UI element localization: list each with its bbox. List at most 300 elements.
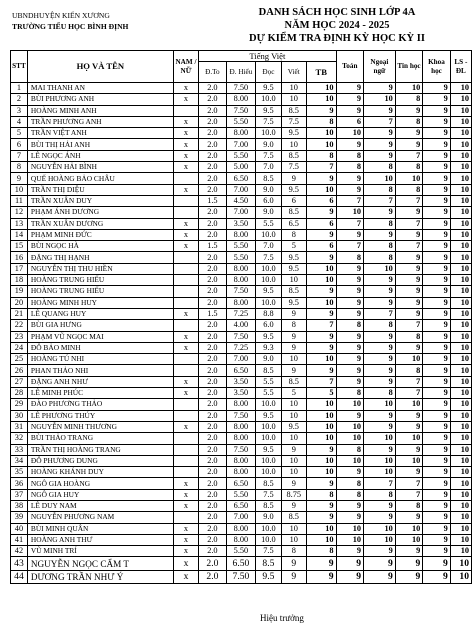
cell-toan: 9 [336, 557, 363, 571]
cell-stt: 17 [11, 263, 28, 274]
cell-khoa-hoc: 9 [423, 512, 450, 523]
cell-viet: 9 [281, 331, 306, 342]
cell-toan: 9 [336, 139, 363, 150]
cell-gender [173, 410, 198, 421]
cell-stt: 34 [11, 455, 28, 466]
cell-dto: 2.0 [199, 150, 226, 161]
cell-tb: 9 [306, 105, 336, 116]
cell-dto: 1.5 [199, 241, 226, 252]
cell-tb: 10 [306, 128, 336, 139]
cell-ngoai-ngu: 9 [364, 297, 396, 308]
cell-doc: 6.0 [256, 320, 281, 331]
table-row [11, 455, 472, 466]
cell-viet: 9.5 [281, 263, 306, 274]
table-row [11, 263, 472, 274]
cell-tin-hoc: 10 [395, 399, 422, 410]
cell-gender [173, 275, 198, 286]
cell-doc: 8.8 [256, 308, 281, 319]
cell-viet: 7.5 [281, 162, 306, 173]
table-row [11, 331, 472, 342]
department-name: UBNDHUYỆN KIẾN XƯƠNG [12, 11, 110, 20]
cell-dto: 2.0 [199, 570, 226, 584]
cell-gender [173, 433, 198, 444]
cell-dhieu: 7.50 [226, 444, 256, 455]
cell-doc: 7.5 [256, 252, 281, 263]
cell-viet: 9.5 [281, 421, 306, 432]
cell-doc: 9.5 [256, 444, 281, 455]
cell-name: LÊ DUY NAM [27, 500, 173, 511]
cell-gender: x [173, 128, 198, 139]
cell-dhieu: 6.50 [226, 478, 256, 489]
issuer-block [12, 10, 212, 32]
table-row [11, 354, 472, 365]
cell-dto: 2.0 [199, 354, 226, 365]
cell-ls-dl: 10 [450, 218, 471, 229]
cell-ngoai-ngu: 10 [364, 467, 396, 478]
cell-name: NGUYỄN PHƯƠNG NAM [27, 512, 173, 523]
cell-dhieu: 5.50 [226, 241, 256, 252]
cell-gender [173, 467, 198, 478]
signature-label: Hiệu trưởng [260, 613, 304, 623]
cell-toan: 9 [336, 331, 363, 342]
table-row [11, 444, 472, 455]
cell-ls-dl: 10 [450, 83, 471, 94]
cell-tin-hoc: 9 [395, 207, 422, 218]
cell-dhieu: 6.50 [226, 173, 256, 184]
cell-gender: x [173, 557, 198, 571]
cell-toan: 8 [336, 320, 363, 331]
cell-dhieu: 7.00 [226, 184, 256, 195]
cell-tb: 10 [306, 297, 336, 308]
cell-ls-dl: 10 [450, 354, 471, 365]
cell-ngoai-ngu: 8 [364, 252, 396, 263]
cell-gender: x [173, 342, 198, 353]
col-header-khoa-hoc: Khoa học [423, 51, 450, 83]
cell-toan: 9 [336, 546, 363, 557]
cell-tb: 7 [306, 320, 336, 331]
cell-dhieu: 3.50 [226, 218, 256, 229]
cell-toan: 7 [336, 195, 363, 206]
title-line-2: NĂM HỌC 2024 - 2025 [284, 20, 390, 31]
cell-doc: 10.0 [256, 523, 281, 534]
table-row [11, 376, 472, 387]
cell-name: ĐẶNG ANH NHƯ [27, 376, 173, 387]
cell-doc: 10.0 [256, 275, 281, 286]
cell-stt: 16 [11, 252, 28, 263]
cell-ngoai-ngu: 9 [364, 229, 396, 240]
cell-dto: 2.0 [199, 376, 226, 387]
cell-tin-hoc: 10 [395, 534, 422, 545]
cell-dhieu: 7.00 [226, 512, 256, 523]
col-header-gender: NAM / NỮ [173, 51, 198, 83]
cell-gender [173, 365, 198, 376]
cell-dhieu: 7.50 [226, 410, 256, 421]
cell-khoa-hoc: 9 [423, 342, 450, 353]
cell-ngoai-ngu: 10 [364, 433, 396, 444]
cell-viet: 8.5 [281, 512, 306, 523]
cell-viet: 9.5 [281, 297, 306, 308]
cell-viet: 8.5 [281, 376, 306, 387]
cell-doc: 6.0 [256, 195, 281, 206]
cell-khoa-hoc: 9 [423, 275, 450, 286]
cell-ngoai-ngu: 9 [364, 207, 396, 218]
cell-tin-hoc: 7 [395, 195, 422, 206]
cell-doc: 7.0 [256, 162, 281, 173]
cell-khoa-hoc: 9 [423, 444, 450, 455]
cell-tin-hoc: 8 [395, 184, 422, 195]
cell-stt: 32 [11, 433, 28, 444]
cell-name: TRẦN VIỆT ANH [27, 128, 173, 139]
cell-dto: 2.0 [199, 342, 226, 353]
cell-toan: 9 [336, 173, 363, 184]
cell-ngoai-ngu: 9 [364, 342, 396, 353]
cell-khoa-hoc: 9 [423, 252, 450, 263]
cell-stt: 38 [11, 500, 28, 511]
cell-stt: 26 [11, 365, 28, 376]
cell-name: NGUYỄN THỊ THU HIỀN [27, 263, 173, 274]
cell-dto: 2.0 [199, 184, 226, 195]
cell-tin-hoc: 9 [395, 105, 422, 116]
cell-stt: 36 [11, 478, 28, 489]
cell-dhieu: 6.50 [226, 557, 256, 571]
cell-tin-hoc: 7 [395, 478, 422, 489]
cell-tb: 7 [306, 162, 336, 173]
cell-ngoai-ngu: 8 [364, 241, 396, 252]
cell-ls-dl: 10 [450, 263, 471, 274]
cell-stt: 4 [11, 116, 28, 127]
cell-khoa-hoc: 9 [423, 94, 450, 105]
cell-tin-hoc: 9 [395, 229, 422, 240]
cell-dhieu: 3.50 [226, 376, 256, 387]
table-row [11, 184, 472, 195]
cell-stt: 43 [11, 557, 28, 571]
cell-name: LÊ PHƯƠNG THÚY [27, 410, 173, 421]
grades-table [10, 50, 472, 584]
cell-dto: 2.0 [199, 218, 226, 229]
cell-viet: 8 [281, 546, 306, 557]
title-line-1: DANH SÁCH HỌC SINH LỚP 4A [258, 7, 416, 18]
table-row [11, 173, 472, 184]
cell-tin-hoc: 7 [395, 489, 422, 500]
cell-stt: 41 [11, 534, 28, 545]
cell-khoa-hoc: 9 [423, 433, 450, 444]
cell-dhieu: 8.00 [226, 128, 256, 139]
cell-dhieu: 7.00 [226, 139, 256, 150]
cell-tb: 9 [306, 308, 336, 319]
cell-toan: 10 [336, 399, 363, 410]
cell-tb: 6 [306, 195, 336, 206]
cell-ngoai-ngu: 7 [364, 116, 396, 127]
cell-dhieu: 8.00 [226, 275, 256, 286]
cell-tin-hoc: 10 [395, 354, 422, 365]
cell-doc: 9.0 [256, 139, 281, 150]
cell-dto: 2.0 [199, 512, 226, 523]
cell-gender [173, 297, 198, 308]
cell-gender [173, 207, 198, 218]
student-rows [11, 83, 472, 584]
cell-doc: 9.3 [256, 342, 281, 353]
cell-ls-dl: 10 [450, 557, 471, 571]
cell-dhieu: 8.00 [226, 229, 256, 240]
cell-viet: 8.75 [281, 489, 306, 500]
cell-dhieu: 5.50 [226, 116, 256, 127]
cell-toan: 7 [336, 218, 363, 229]
cell-ngoai-ngu: 9 [364, 105, 396, 116]
cell-name: HOÀNG TÚ NHI [27, 354, 173, 365]
table-row [11, 83, 472, 94]
cell-khoa-hoc: 9 [423, 207, 450, 218]
cell-doc: 9.5 [256, 286, 281, 297]
cell-toan: 9 [336, 105, 363, 116]
cell-dhieu: 5.00 [226, 162, 256, 173]
cell-gender [173, 354, 198, 365]
cell-stt: 40 [11, 523, 28, 534]
cell-khoa-hoc: 9 [423, 83, 450, 94]
cell-name: BÙI GIA HƯNG [27, 320, 173, 331]
cell-doc: 10.0 [256, 229, 281, 240]
cell-ngoai-ngu: 9 [364, 331, 396, 342]
cell-name: NGUYỄN NGỌC CẨM T [27, 557, 173, 571]
cell-khoa-hoc: 9 [423, 184, 450, 195]
cell-ls-dl: 10 [450, 275, 471, 286]
cell-stt: 3 [11, 105, 28, 116]
cell-dto: 2.0 [199, 455, 226, 466]
cell-stt: 12 [11, 207, 28, 218]
cell-name: TRẦN THỊ DIỆU [27, 184, 173, 195]
cell-dhieu: 8.00 [226, 399, 256, 410]
cell-stt: 18 [11, 275, 28, 286]
cell-name: DƯƠNG TRẦN NHƯ Ý [27, 570, 173, 584]
cell-gender [173, 320, 198, 331]
cell-doc: 7.5 [256, 116, 281, 127]
cell-ls-dl: 10 [450, 94, 471, 105]
cell-ls-dl: 10 [450, 570, 471, 584]
cell-doc: 8.5 [256, 500, 281, 511]
cell-viet: 9 [281, 500, 306, 511]
cell-khoa-hoc: 9 [423, 173, 450, 184]
cell-name: HOÀNG KHÁNH DUY [27, 467, 173, 478]
cell-toan: 9 [336, 342, 363, 353]
cell-dhieu: 8.00 [226, 534, 256, 545]
cell-gender: x [173, 489, 198, 500]
cell-stt: 2 [11, 94, 28, 105]
cell-ls-dl: 10 [450, 173, 471, 184]
cell-name: TRẦN XUÂN DUY [27, 195, 173, 206]
table-row [11, 229, 472, 240]
cell-name: HOÀNG ANH THƯ [27, 534, 173, 545]
cell-ngoai-ngu: 9 [364, 421, 396, 432]
cell-dto: 2.0 [199, 263, 226, 274]
col-header-stt: STT [11, 51, 28, 83]
table-row [11, 94, 472, 105]
cell-doc: 8.5 [256, 557, 281, 571]
cell-ngoai-ngu: 9 [364, 354, 396, 365]
cell-ls-dl: 10 [450, 523, 471, 534]
cell-gender: x [173, 376, 198, 387]
cell-tin-hoc: 9 [395, 410, 422, 421]
cell-dto: 2.0 [199, 252, 226, 263]
cell-viet: 7.5 [281, 116, 306, 127]
cell-dhieu: 7.25 [226, 308, 256, 319]
cell-khoa-hoc: 9 [423, 455, 450, 466]
cell-ngoai-ngu: 10 [364, 263, 396, 274]
cell-dto: 2.0 [199, 534, 226, 545]
cell-ngoai-ngu: 10 [364, 173, 396, 184]
cell-name: BÙI PHƯƠNG ANH [27, 94, 173, 105]
title-line-3: DỰ KIỂM TRA ĐỊNH KỲ HỌC KỲ II [249, 33, 425, 44]
cell-ls-dl: 10 [450, 478, 471, 489]
cell-khoa-hoc: 9 [423, 365, 450, 376]
cell-tb: 10 [306, 467, 336, 478]
cell-name: BÙI THẢO TRANG [27, 433, 173, 444]
cell-ngoai-ngu: 9 [364, 83, 396, 94]
cell-dhieu: 7.50 [226, 570, 256, 584]
cell-toan: 8 [336, 162, 363, 173]
cell-khoa-hoc: 9 [423, 195, 450, 206]
cell-viet: 8 [281, 229, 306, 240]
cell-khoa-hoc: 9 [423, 241, 450, 252]
cell-khoa-hoc: 9 [423, 331, 450, 342]
cell-dto: 2.0 [199, 162, 226, 173]
cell-ls-dl: 10 [450, 241, 471, 252]
cell-name: ĐỖ BẢO MINH [27, 342, 173, 353]
col-header-doc: Đọc [256, 62, 281, 83]
table-row [11, 275, 472, 286]
cell-gender [173, 173, 198, 184]
table-row [11, 534, 472, 545]
cell-tb: 10 [306, 433, 336, 444]
school-name: TRƯỜNG TIỂU HỌC BÌNH ĐỊNH [12, 22, 129, 31]
cell-doc: 5.5 [256, 218, 281, 229]
cell-tin-hoc: 8 [395, 116, 422, 127]
cell-tin-hoc: 9 [395, 286, 422, 297]
cell-viet: 8.5 [281, 207, 306, 218]
cell-dto: 2.0 [199, 433, 226, 444]
cell-dto: 2.0 [199, 467, 226, 478]
cell-viet: 10 [281, 523, 306, 534]
cell-viet: 10 [281, 534, 306, 545]
table-row [11, 105, 472, 116]
cell-khoa-hoc: 9 [423, 557, 450, 571]
cell-ngoai-ngu: 10 [364, 455, 396, 466]
cell-tin-hoc: 7 [395, 320, 422, 331]
cell-toan: 9 [336, 83, 363, 94]
cell-tb: 10 [306, 421, 336, 432]
cell-ngoai-ngu: 10 [364, 399, 396, 410]
cell-dto: 2.0 [199, 546, 226, 557]
cell-dto: 2.0 [199, 478, 226, 489]
cell-gender: x [173, 421, 198, 432]
cell-khoa-hoc: 9 [423, 523, 450, 534]
table-row [11, 320, 472, 331]
cell-viet: 10 [281, 94, 306, 105]
cell-gender: x [173, 116, 198, 127]
title-block [200, 6, 474, 45]
cell-ngoai-ngu: 9 [364, 570, 396, 584]
cell-toan: 9 [336, 376, 363, 387]
cell-doc: 9.0 [256, 207, 281, 218]
cell-doc: 10.0 [256, 467, 281, 478]
cell-viet: 8.5 [281, 286, 306, 297]
cell-toan: 9 [336, 410, 363, 421]
cell-stt: 37 [11, 489, 28, 500]
cell-khoa-hoc: 9 [423, 478, 450, 489]
cell-viet: 9.5 [281, 128, 306, 139]
cell-ls-dl: 10 [450, 399, 471, 410]
cell-name: NGUYỄN HẢI BÌNH [27, 162, 173, 173]
cell-dto: 2.0 [199, 173, 226, 184]
cell-tin-hoc: 9 [395, 252, 422, 263]
cell-viet: 10 [281, 433, 306, 444]
cell-stt: 27 [11, 376, 28, 387]
cell-doc: 8.5 [256, 478, 281, 489]
cell-doc: 9.5 [256, 570, 281, 584]
cell-ngoai-ngu: 9 [364, 557, 396, 571]
grades-table-wrapper [10, 50, 472, 584]
table-row [11, 399, 472, 410]
cell-tin-hoc: 9 [395, 421, 422, 432]
cell-khoa-hoc: 9 [423, 162, 450, 173]
cell-doc: 10.0 [256, 297, 281, 308]
cell-ls-dl: 10 [450, 376, 471, 387]
cell-tb: 10 [306, 399, 336, 410]
table-row [11, 365, 472, 376]
table-row [11, 433, 472, 444]
cell-ngoai-ngu: 8 [364, 184, 396, 195]
cell-name: NGUYỄN MINH THƯƠNG [27, 421, 173, 432]
cell-name: ĐỖ PHƯƠNG DUNG [27, 455, 173, 466]
cell-doc: 5.5 [256, 376, 281, 387]
cell-gender: x [173, 388, 198, 399]
cell-ngoai-ngu: 8 [364, 489, 396, 500]
cell-ls-dl: 10 [450, 320, 471, 331]
cell-viet: 10 [281, 354, 306, 365]
cell-khoa-hoc: 9 [423, 297, 450, 308]
cell-tin-hoc: 9 [395, 512, 422, 523]
cell-khoa-hoc: 9 [423, 421, 450, 432]
cell-viet: 8 [281, 320, 306, 331]
table-row [11, 523, 472, 534]
cell-viet: 8.5 [281, 105, 306, 116]
cell-ngoai-ngu: 7 [364, 195, 396, 206]
table-row [11, 128, 472, 139]
cell-stt: 7 [11, 150, 28, 161]
cell-tb: 10 [306, 94, 336, 105]
cell-dhieu: 8.00 [226, 523, 256, 534]
cell-khoa-hoc: 9 [423, 150, 450, 161]
cell-stt: 6 [11, 139, 28, 150]
cell-toan: 8 [336, 478, 363, 489]
cell-tin-hoc: 9 [395, 546, 422, 557]
cell-tin-hoc: 9 [395, 139, 422, 150]
cell-ls-dl: 10 [450, 105, 471, 116]
cell-tin-hoc: 9 [395, 557, 422, 571]
cell-toan: 9 [336, 365, 363, 376]
cell-dto: 2.0 [199, 331, 226, 342]
cell-ngoai-ngu: 9 [364, 365, 396, 376]
cell-viet: 8.5 [281, 150, 306, 161]
cell-toan: 10 [336, 128, 363, 139]
cell-dto: 2.0 [199, 320, 226, 331]
cell-ngoai-ngu: 9 [364, 512, 396, 523]
cell-gender [173, 252, 198, 263]
cell-tb: 9 [306, 557, 336, 571]
cell-gender: x [173, 162, 198, 173]
cell-tb: 9 [306, 342, 336, 353]
cell-khoa-hoc: 9 [423, 570, 450, 584]
cell-ls-dl: 10 [450, 546, 471, 557]
cell-ls-dl: 10 [450, 388, 471, 399]
